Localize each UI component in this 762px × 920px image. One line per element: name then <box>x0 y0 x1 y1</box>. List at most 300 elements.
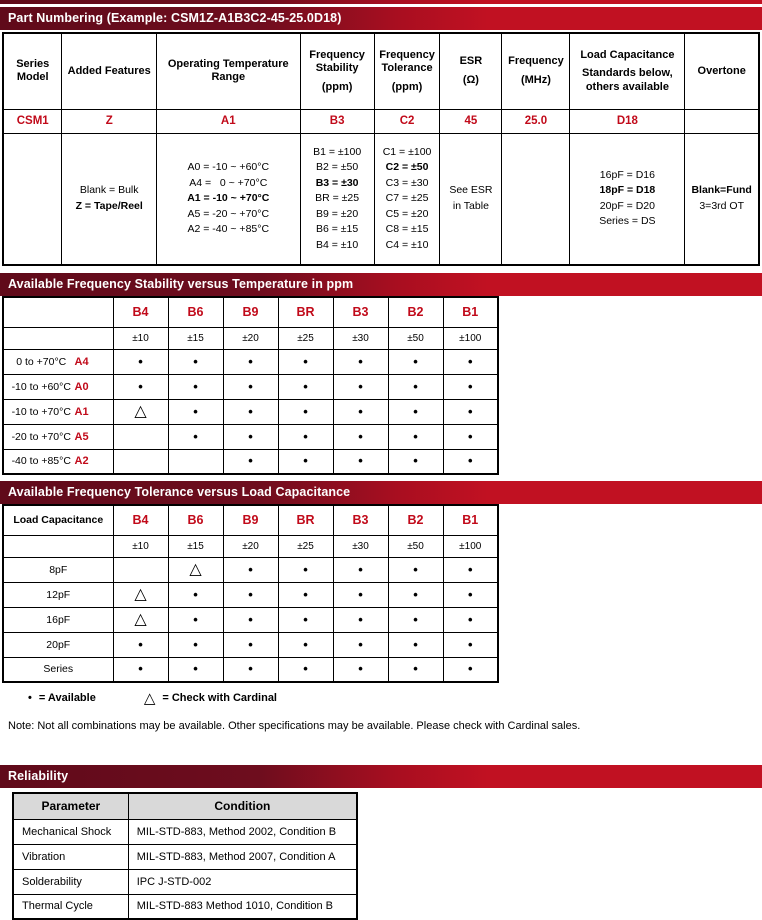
available-dot-icon: • <box>193 378 198 394</box>
matrix-availability-cell <box>388 557 443 582</box>
matrix-ppm-value: ±30 <box>333 535 388 557</box>
matrix-availability-cell <box>223 607 278 632</box>
matrix-availability-cell <box>443 374 498 399</box>
pn-option: C8 = ±15 <box>385 223 429 235</box>
reliability-section <box>0 765 762 920</box>
pn-header-sub: (MHz) <box>520 73 551 86</box>
pn-options-cell <box>3 133 62 265</box>
available-dot-icon: • <box>413 661 418 677</box>
matrix-ppm-value: ±50 <box>388 327 443 349</box>
matrix-availability-cell <box>168 374 223 399</box>
matrix-availability-cell <box>388 374 443 399</box>
pn-option: A0 = -10 ~ +60°C <box>187 161 270 173</box>
pn-option: C3 = ±30 <box>385 176 429 189</box>
reliability-parameter: Vibration <box>13 844 128 869</box>
matrix-ppm-value: ±10 <box>113 327 168 349</box>
part-numbering-table <box>2 32 760 266</box>
check-triangle-icon: △ <box>134 610 147 628</box>
matrix-row-label: 0 to +70°C <box>16 355 67 368</box>
matrix-availability-cell <box>278 399 333 424</box>
available-dot-icon: • <box>248 453 253 469</box>
pn-option: Blank=Fund <box>691 184 752 197</box>
pn-column-header <box>502 33 570 109</box>
pn-option: 20pF = D20 <box>599 199 655 212</box>
available-dot-icon: • <box>467 378 473 394</box>
reliability-row <box>13 869 357 894</box>
reliability-column-header: Parameter <box>13 793 128 819</box>
top-rule <box>0 0 762 4</box>
matrix-availability-cell <box>443 632 498 657</box>
pn-column-header <box>374 33 440 109</box>
matrix-availability-cell <box>168 632 223 657</box>
matrix-availability-cell <box>113 557 168 582</box>
matrix-availability-cell <box>168 449 223 474</box>
pn-option: in Table <box>452 199 489 212</box>
matrix-data-row <box>3 557 498 582</box>
pn-header-row <box>3 33 759 109</box>
matrix-row-label: -40 to +85°C <box>11 455 71 468</box>
tolerance-matrix-table <box>2 504 499 683</box>
reliability-parameter: Thermal Cycle <box>13 894 128 919</box>
pn-example-code <box>685 109 759 133</box>
pn-option: See ESR <box>449 184 493 197</box>
matrix-availability-cell <box>223 557 278 582</box>
tolerance-section <box>0 481 762 732</box>
available-dot-icon: • <box>303 586 308 602</box>
available-dot-icon: • <box>358 611 363 627</box>
matrix-availability-cell <box>333 557 388 582</box>
matrix-availability-cell <box>278 632 333 657</box>
available-dot-icon: • <box>467 636 473 652</box>
matrix-availability-cell <box>168 399 223 424</box>
matrix-row-label: 8pF <box>3 557 113 582</box>
available-dot-icon: • <box>193 353 198 369</box>
available-dot-icon: • <box>467 611 473 627</box>
pn-option: A1 = -10 ~ +70°C <box>187 192 270 204</box>
reliability-condition: MIL-STD-883 Method 1010, Condition B <box>128 894 357 919</box>
matrix-availability-cell <box>278 582 333 607</box>
pn-header-sub: Standards below, others available <box>582 67 673 93</box>
available-dot-icon: • <box>413 561 418 577</box>
matrix-availability-cell <box>278 374 333 399</box>
available-dot-icon: • <box>467 353 473 369</box>
pn-example-code: D18 <box>570 109 685 133</box>
available-dot-icon: • <box>248 636 253 652</box>
matrix-ppm-row <box>3 327 498 349</box>
available-dot-icon: • <box>413 586 418 602</box>
matrix-row-header <box>3 374 113 399</box>
available-dot-icon: • <box>248 378 253 394</box>
pn-header-sub: (ppm) <box>321 80 353 93</box>
matrix-data-row <box>3 657 498 682</box>
pn-option: B3 = ±30 <box>315 176 359 189</box>
matrix-availability-cell <box>223 632 278 657</box>
pn-option: BR = ±25 <box>315 192 360 204</box>
matrix-row-header <box>3 399 113 424</box>
matrix-availability-cell <box>443 657 498 682</box>
available-dot-icon: • <box>248 428 253 444</box>
matrix-ppm-value: ±25 <box>278 327 333 349</box>
available-dot-icon: • <box>467 428 473 444</box>
matrix-availability-cell <box>443 424 498 449</box>
matrix-availability-cell <box>113 349 168 374</box>
available-dot-icon: • <box>413 428 418 444</box>
available-dot-icon: • <box>193 586 198 602</box>
matrix-availability-cell <box>223 399 278 424</box>
matrix-row-code: A5 <box>74 430 89 443</box>
matrix-availability-cell <box>113 582 168 607</box>
available-dot-icon: • <box>193 636 198 652</box>
matrix-row-label: -10 to +70°C <box>11 405 71 418</box>
available-dot-icon: • <box>193 611 198 627</box>
matrix-availability-cell <box>113 657 168 682</box>
reliability-table <box>12 792 358 920</box>
pn-option: C2 = ±50 <box>385 161 429 173</box>
matrix-availability-cell <box>113 449 168 474</box>
matrix-column-code: B1 <box>443 505 498 535</box>
matrix-column-code: B4 <box>113 505 168 535</box>
matrix-availability-cell <box>223 374 278 399</box>
matrix-availability-cell <box>168 582 223 607</box>
matrix-column-code: B2 <box>388 505 443 535</box>
matrix-blank-cell <box>3 535 113 557</box>
matrix-availability-cell <box>388 582 443 607</box>
matrix-availability-cell <box>333 582 388 607</box>
legend-item <box>144 689 277 707</box>
matrix-availability-cell <box>168 349 223 374</box>
available-dot-icon: • <box>358 661 363 677</box>
matrix-availability-cell <box>388 349 443 374</box>
pn-example-code: 45 <box>440 109 502 133</box>
pn-header-sub: (Ω) <box>462 73 479 86</box>
matrix-column-code: B9 <box>223 297 278 327</box>
matrix-availability-cell <box>223 349 278 374</box>
available-dot-icon: • <box>413 453 418 469</box>
pn-option: C5 = ±20 <box>385 207 429 220</box>
part-numbering-section <box>0 7 762 266</box>
matrix-availability-cell <box>443 557 498 582</box>
matrix-availability-cell <box>443 399 498 424</box>
pn-header-title: Frequency Stability <box>309 48 365 74</box>
matrix-availability-cell <box>333 424 388 449</box>
matrix-row-code: A1 <box>74 405 89 418</box>
available-dot-icon: • <box>303 636 308 652</box>
available-dot-icon: • <box>248 403 253 419</box>
available-dot-icon: • <box>248 661 253 677</box>
matrix-code-row <box>3 297 498 327</box>
matrix-ppm-value: ±10 <box>113 535 168 557</box>
available-dot-icon: • <box>358 428 363 444</box>
pn-header-title: Operating Temperature Range <box>167 57 289 84</box>
matrix-availability-cell <box>333 657 388 682</box>
available-dot-icon: • <box>467 403 473 419</box>
pn-header-title: Series Model <box>16 57 50 84</box>
pn-options-cell <box>570 133 685 265</box>
available-dot-icon: • <box>303 561 308 577</box>
available-dot-icon: • <box>413 403 418 419</box>
matrix-availability-cell <box>443 607 498 632</box>
available-dot-icon: • <box>248 586 253 602</box>
pn-column-header <box>62 33 157 109</box>
reliability-row <box>13 894 357 919</box>
matrix-column-code: BR <box>278 297 333 327</box>
matrix-row-label: 16pF <box>3 607 113 632</box>
pn-header-title: Added Features <box>67 64 151 77</box>
matrix-ppm-value: ±25 <box>278 535 333 557</box>
matrix-row-code: A4 <box>74 355 89 368</box>
matrix-ppm-value: ±30 <box>333 327 388 349</box>
matrix-availability-cell <box>278 557 333 582</box>
available-dot-icon: • <box>303 661 308 677</box>
pn-example-code: CSM1 <box>3 109 62 133</box>
pn-option: B4 = ±10 <box>315 238 359 251</box>
pn-option: Series = DS <box>599 215 656 228</box>
stability-banner: Available Frequency Stability versus Temperature in ppm <box>0 273 762 296</box>
matrix-availability-cell <box>113 374 168 399</box>
pn-example-code: A1 <box>156 109 300 133</box>
matrix-row-header <box>3 424 113 449</box>
matrix-availability-cell <box>223 582 278 607</box>
pn-options-cell <box>440 133 502 265</box>
tolerance-banner: Available Frequency Tolerance versus Load Capacitance <box>0 481 762 504</box>
available-dot-icon: • <box>413 353 418 369</box>
available-dot-icon: • <box>303 378 308 394</box>
reliability-row <box>13 844 357 869</box>
reliability-condition: IPC J-STD-002 <box>128 869 357 894</box>
pn-header-title: Load Capacitance <box>580 48 675 61</box>
matrix-data-row <box>3 632 498 657</box>
matrix-ppm-value: ±20 <box>223 535 278 557</box>
matrix-corner-cell: Load Capacitance <box>3 505 113 535</box>
pn-option: 16pF = D16 <box>599 168 655 181</box>
pn-option: B2 = ±50 <box>315 161 359 173</box>
available-dot-icon: • <box>358 636 363 652</box>
pn-option: C7 = ±25 <box>385 192 429 204</box>
matrix-availability-cell <box>443 582 498 607</box>
matrix-data-row <box>3 607 498 632</box>
reliability-header-row <box>13 793 357 819</box>
pn-options-row <box>3 133 759 265</box>
matrix-data-row <box>3 582 498 607</box>
available-dot-icon: • <box>467 453 473 469</box>
pn-column-header <box>300 33 374 109</box>
legend-label: = Available <box>38 692 96 704</box>
pn-header-title: ESR <box>459 55 483 68</box>
matrix-column-code: B3 <box>333 297 388 327</box>
matrix-availability-cell <box>223 657 278 682</box>
matrix-availability-cell <box>333 449 388 474</box>
matrix-row-label: 20pF <box>3 632 113 657</box>
available-dot-icon: • <box>138 661 143 677</box>
pn-column-header <box>156 33 300 109</box>
pn-option: A4 = 0 ~ +70°C <box>189 176 268 189</box>
pn-example-code-row <box>3 109 759 133</box>
pn-option: A2 = -40 ~ +85°C <box>187 223 270 235</box>
available-dot-icon: • <box>303 403 308 419</box>
pn-option: C1 = ±100 <box>382 145 432 158</box>
matrix-data-row <box>3 424 498 449</box>
matrix-availability-cell <box>388 657 443 682</box>
available-dot-icon: • <box>467 586 473 602</box>
matrix-availability-cell <box>333 399 388 424</box>
matrix-row-label: -10 to +60°C <box>11 380 71 393</box>
matrix-availability-cell <box>333 374 388 399</box>
pn-options-cell <box>502 133 570 265</box>
pn-example-code: B3 <box>300 109 374 133</box>
matrix-availability-cell <box>168 424 223 449</box>
available-dot-icon: • <box>303 611 308 627</box>
check-triangle-icon: △ <box>189 560 202 578</box>
matrix-row-header <box>3 449 113 474</box>
matrix-availability-cell <box>443 349 498 374</box>
pn-header-title: Frequency <box>508 55 564 68</box>
reliability-condition: MIL-STD-883, Method 2002, Condition B <box>128 819 357 844</box>
matrix-availability-cell <box>278 449 333 474</box>
matrix-availability-cell <box>388 607 443 632</box>
matrix-row-header <box>3 349 113 374</box>
available-dot-icon: • <box>467 561 473 577</box>
available-dot-icon: • <box>138 353 143 369</box>
available-dot-icon: • <box>303 453 308 469</box>
pn-option: B1 = ±100 <box>313 145 362 158</box>
available-dot-icon: • <box>28 692 32 704</box>
pn-column-header <box>440 33 502 109</box>
matrix-ppm-row <box>3 535 498 557</box>
matrix-availability-cell <box>388 424 443 449</box>
pn-options-cell <box>374 133 440 265</box>
pn-column-header <box>570 33 685 109</box>
matrix-column-code: B4 <box>113 297 168 327</box>
available-dot-icon: • <box>358 561 363 577</box>
check-triangle-icon: △ <box>134 402 147 420</box>
matrix-availability-cell <box>278 607 333 632</box>
available-dot-icon: • <box>467 661 473 677</box>
available-dot-icon: • <box>248 611 253 627</box>
available-dot-icon: • <box>413 378 418 394</box>
pn-column-header <box>685 33 759 109</box>
pn-option: B9 = ±20 <box>315 207 359 220</box>
reliability-column-header: Condition <box>128 793 357 819</box>
pn-option: A5 = -20 ~ +70°C <box>187 207 270 220</box>
pn-options-cell <box>156 133 300 265</box>
matrix-blank-cell <box>3 327 113 349</box>
matrix-row-label: -20 to +70°C <box>11 430 71 443</box>
matrix-data-row <box>3 349 498 374</box>
matrix-ppm-value: ±100 <box>443 327 498 349</box>
matrix-column-code: B1 <box>443 297 498 327</box>
available-dot-icon: • <box>358 378 363 394</box>
matrix-availability-cell <box>278 349 333 374</box>
matrix-data-row <box>3 399 498 424</box>
pn-options-cell <box>300 133 374 265</box>
available-dot-icon: • <box>358 586 363 602</box>
matrix-availability-cell <box>168 657 223 682</box>
pn-example-code: 25.0 <box>502 109 570 133</box>
available-dot-icon: • <box>138 636 143 652</box>
available-dot-icon: • <box>193 661 198 677</box>
matrix-ppm-value: ±20 <box>223 327 278 349</box>
matrix-row-label: Series <box>3 657 113 682</box>
available-dot-icon: • <box>248 561 253 577</box>
matrix-data-row <box>3 449 498 474</box>
pn-header-sub: (ppm) <box>391 80 423 93</box>
matrix-availability-cell <box>333 349 388 374</box>
availability-note: Note: Not all combinations may be available. Other specifications may be available. Please check with Cardinal sales. <box>8 720 581 732</box>
matrix-availability-cell <box>388 632 443 657</box>
available-dot-icon: • <box>358 403 363 419</box>
matrix-availability-cell <box>168 607 223 632</box>
matrix-availability-cell <box>113 399 168 424</box>
matrix-code-row <box>3 505 498 535</box>
matrix-availability-cell <box>223 424 278 449</box>
pn-example-code: C2 <box>374 109 440 133</box>
available-dot-icon: • <box>138 378 143 394</box>
pn-option: 3=3rd OT <box>699 199 744 212</box>
check-triangle-icon: △ <box>143 690 156 707</box>
matrix-ppm-value: ±15 <box>168 327 223 349</box>
pn-option: Z = Tape/Reel <box>75 199 143 212</box>
matrix-column-code: B2 <box>388 297 443 327</box>
available-dot-icon: • <box>358 453 363 469</box>
part-numbering-banner: Part Numbering (Example: CSM1Z-A1B3C2-45-25.0D18) <box>0 7 762 30</box>
legend-label: = Check with Cardinal <box>162 692 277 704</box>
matrix-availability-cell <box>113 424 168 449</box>
matrix-column-code: BR <box>278 505 333 535</box>
available-dot-icon: • <box>413 636 418 652</box>
matrix-ppm-value: ±15 <box>168 535 223 557</box>
matrix-availability-cell <box>113 607 168 632</box>
pn-column-header <box>3 33 62 109</box>
matrix-row-code: A2 <box>74 455 89 468</box>
reliability-parameter: Solderability <box>13 869 128 894</box>
pn-header-title: Frequency Tolerance <box>379 48 435 74</box>
matrix-availability-cell <box>333 632 388 657</box>
pn-option: 18pF = D18 <box>599 184 656 197</box>
available-dot-icon: • <box>303 428 308 444</box>
matrix-corner-cell <box>3 297 113 327</box>
matrix-column-code: B6 <box>168 505 223 535</box>
pn-example-code: Z <box>62 109 157 133</box>
legend-item <box>28 692 96 704</box>
check-triangle-icon: △ <box>134 585 147 603</box>
available-dot-icon: • <box>193 403 198 419</box>
matrix-availability-cell <box>278 424 333 449</box>
pn-option: Blank = Bulk <box>79 184 139 197</box>
available-dot-icon: • <box>193 428 198 444</box>
matrix-availability-cell <box>113 632 168 657</box>
matrix-column-code: B6 <box>168 297 223 327</box>
stability-matrix-table <box>2 296 499 475</box>
pn-option: B6 = ±15 <box>315 223 359 235</box>
matrix-availability-cell <box>278 657 333 682</box>
matrix-availability-cell <box>333 607 388 632</box>
matrix-availability-cell <box>168 557 223 582</box>
pn-options-cell <box>685 133 759 265</box>
reliability-row <box>13 819 357 844</box>
matrix-column-code: B3 <box>333 505 388 535</box>
matrix-row-code: A0 <box>74 380 89 393</box>
matrix-ppm-value: ±100 <box>443 535 498 557</box>
pn-option: C4 = ±10 <box>385 238 429 251</box>
matrix-availability-cell <box>388 399 443 424</box>
matrix-row-label: 12pF <box>3 582 113 607</box>
available-dot-icon: • <box>413 611 418 627</box>
reliability-banner: Reliability <box>0 765 762 788</box>
pn-header-title: Overtone <box>697 64 746 77</box>
stability-section <box>0 273 762 475</box>
matrix-data-row <box>3 374 498 399</box>
reliability-condition: MIL-STD-883, Method 2007, Condition A <box>128 844 357 869</box>
